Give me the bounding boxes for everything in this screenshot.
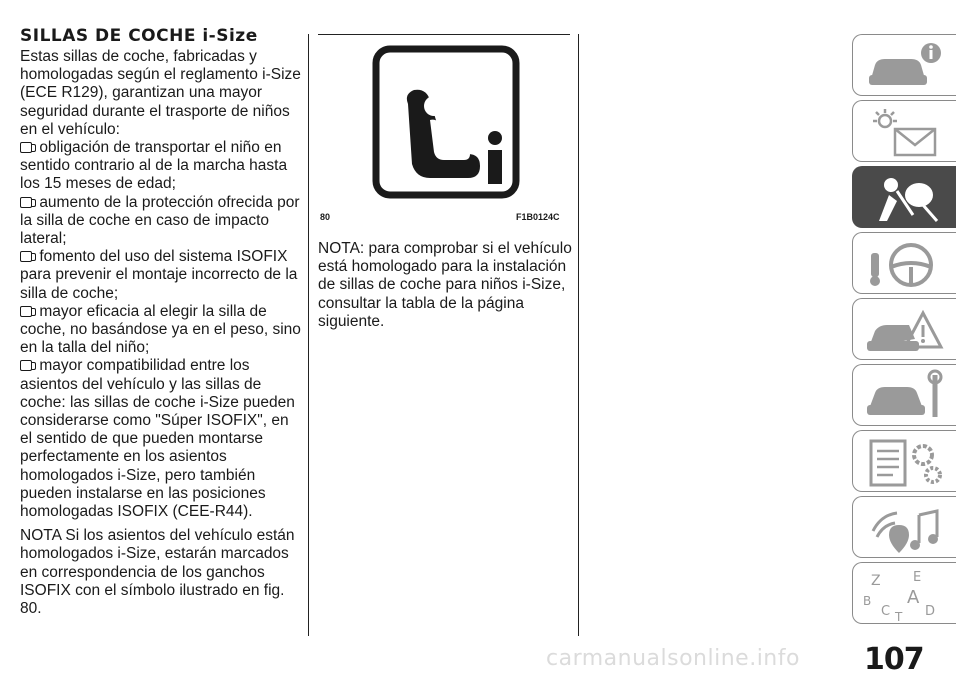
- tab-multimedia[interactable]: [852, 496, 956, 558]
- bullet-icon: [20, 251, 32, 262]
- tab-emergency[interactable]: [852, 298, 956, 360]
- svg-text:T: T: [895, 610, 903, 621]
- bullet-icon: [20, 142, 32, 153]
- car-wrench-service-icon: [861, 369, 951, 423]
- tab-warning-lights[interactable]: [852, 100, 956, 162]
- car-crash-warning-icon: [861, 303, 951, 357]
- multimedia-music-icon: [861, 501, 951, 555]
- figure-80: [318, 34, 570, 230]
- note-paragraph: NOTA Si los asientos del vehículo están homologados i-Size, estarán marcados en correspondencia de los ganchos ISOFIX con el símbolo ilustrado en fig. 80.: [20, 527, 295, 618]
- figure-number: 80: [320, 212, 331, 222]
- svg-text:E: E: [913, 570, 922, 585]
- svg-text:Z: Z: [871, 573, 881, 589]
- svg-text:D: D: [925, 604, 936, 619]
- tab-maintenance[interactable]: [852, 364, 956, 426]
- tab-technical-data[interactable]: [852, 430, 956, 492]
- svg-text:C: C: [881, 604, 891, 619]
- section-heading: SILLAS DE COCHE i-Size: [20, 26, 258, 46]
- bullet-icon: [20, 306, 32, 317]
- tab-index[interactable]: [852, 562, 956, 624]
- svg-text:A: A: [907, 587, 920, 608]
- column-divider: [308, 34, 309, 636]
- svg-text:B: B: [863, 594, 872, 608]
- isize-child-seat-symbol-icon: [318, 34, 570, 230]
- bullet-icon: [20, 360, 32, 371]
- figure-code: F1B0124C: [516, 212, 560, 222]
- tab-safety[interactable]: [852, 166, 956, 228]
- bullet-item: fomento del uso del sistema ISOFIX para prevenir el montaje incorrecto de la silla de coche;: [20, 248, 298, 302]
- page-number: 107: [864, 642, 924, 677]
- bullet-item: aumento de la protección ofrecida por la silla de coche en caso de impacto lateral;: [20, 193, 300, 248]
- airbag-seat-safety-icon: [861, 171, 951, 225]
- bullet-item: mayor eficacia al elegir la silla de coche, no basándose ya en el peso, sino en la talla del niño;: [20, 302, 301, 357]
- bullet-item: mayor compatibilidad entre los asientos del vehículo y las sillas de coche: las sillas de coche i-Size pueden considerarse como "Súper ISOFIX", en el sentido de que pueden montarse perfectamente en los asientos homologados i-Size, pero también pueden instalarse en las posiciones homologadas ISOFIX (CEE-R44).: [20, 357, 295, 521]
- tab-car-info[interactable]: [852, 34, 956, 96]
- car-info-icon: [861, 39, 951, 93]
- watermark: carmanualsonline.info: [546, 646, 800, 671]
- right-note-paragraph: NOTA: para comprobar si el vehículo está homologado para la instalación de sillas de coche para niños i-Size, consultar la tabla de la página siguiente.: [318, 240, 572, 330]
- left-column: [20, 26, 302, 618]
- bullet-item: obligación de transportar el niño en sentido contrario al de la marcha hasta los 15 meses de edad;: [20, 139, 288, 193]
- intro-paragraph: Estas sillas de coche, fabricadas y homologadas según el reglamento i-Size (ECE R129), garantizan una mayor seguridad durante el trasporte de niños en el vehículo:: [20, 48, 301, 138]
- tab-starting[interactable]: [852, 232, 956, 294]
- warning-lights-message-icon: [861, 105, 951, 159]
- specifications-gears-icon: [861, 435, 951, 489]
- alphabetical-index-icon: [861, 567, 951, 621]
- key-steering-wheel-icon: [861, 237, 951, 291]
- column-divider: [578, 34, 579, 636]
- bullet-icon: [20, 197, 32, 208]
- right-column: [318, 240, 576, 331]
